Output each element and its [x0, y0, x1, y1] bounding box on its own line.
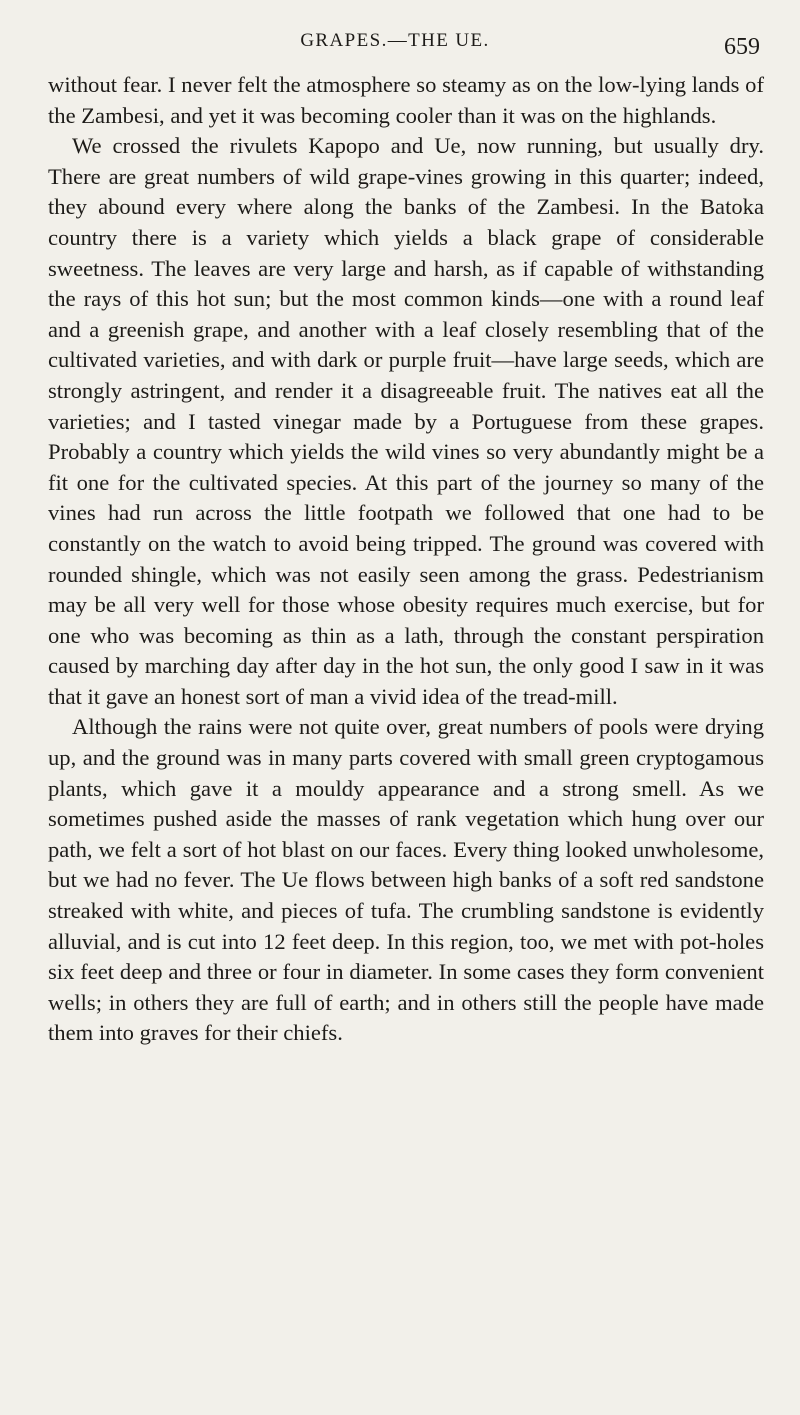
- paragraph-2: We crossed the rivulets Kapopo and Ue, now running, but usually dry. There are great numbers of wild grape-vines growing in this quarter; indeed, they abound every where along the banks of the Zambesi. In the Batoka country there is a variety which yields a black grape of considerable sweetness. The leaves are very large and harsh, as if capable of withstanding the rays of this hot sun; but the most common kinds—one with a round leaf and a greenish grape, and another with a leaf closely resembling that of the cultivated varieties, and with dark or purple fruit—have large seeds, which are strongly astringent, and render it a disagreeable fruit. The natives eat all the varieties; and I tasted vinegar made by a Portuguese from these grapes. Probably a country which yields the wild vines so very abundantly might be a fit one for the cultivated species. At this part of the journey so many of the vines had run across the little footpath we followed that one had to be constantly on the watch to avoid being tripped. The ground was covered with rounded shingle, which was not easily seen among the grass. Pedestrianism may be all very well for those whose obesity requires much exercise, but for one who was becoming as thin as a lath, through the constant perspiration caused by marching day after day in the hot sun, the only good I saw in it was that it gave an honest sort of man a vivid idea of the tread-mill.: [48, 133, 764, 709]
- paragraph-1: without fear. I never felt the atmosphere so steamy as on the low-lying lands of the Zambesi, and yet it was becoming cooler than it was on the highlands.: [48, 72, 764, 128]
- page-header: [30, 22, 760, 72]
- running-head: GRAPES.—THE UE.: [300, 30, 490, 51]
- paragraph-3: Although the rains were not quite over, great numbers of pools were drying up, and the ground was in many parts covered with small green cryptogamous plants, which gave it a mouldy appearance and a strong smell. As we sometimes pushed aside the masses of rank vegetation which hung over our path, we felt a sort of hot blast on our faces. Every thing looked unwholesome, but we had no fever. The Ue flows between high banks of a soft red sandstone streaked with white, and pieces of tufa. The crumbling sandstone is evidently alluvial, and is cut into 12 feet deep. In this region, too, we met with pot-holes six feet deep and three or four in diameter. In some cases they form convenient wells; in others they are full of earth; and in others still the people have made them into graves for their chiefs.: [48, 714, 764, 1046]
- body-text: [48, 70, 764, 1049]
- page-number: 659: [724, 34, 760, 60]
